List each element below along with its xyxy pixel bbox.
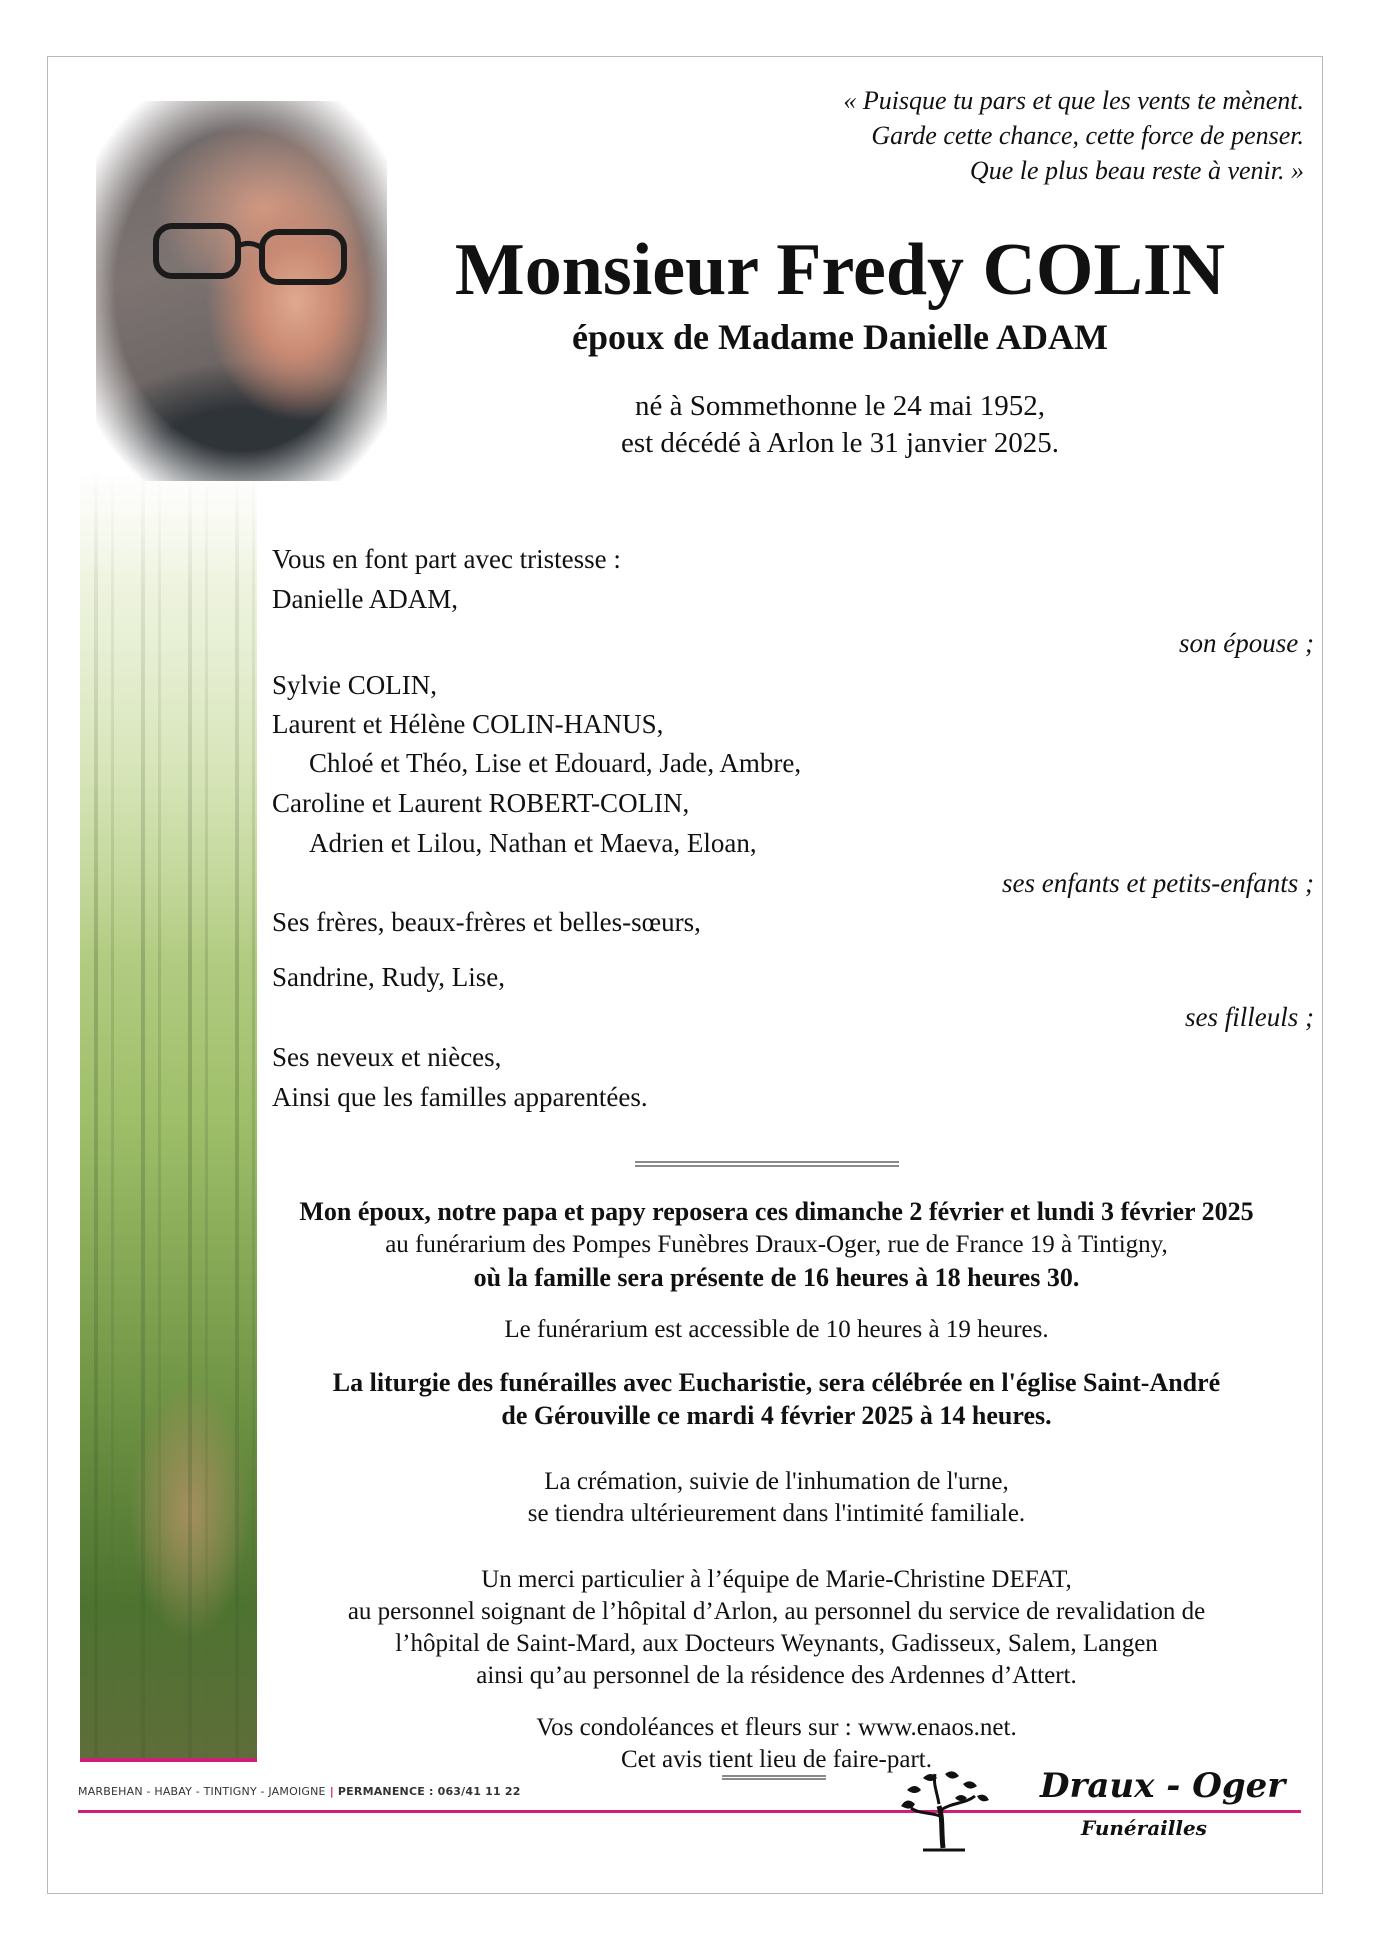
family-intro: Vous en font part avec tristesse :: [272, 544, 621, 574]
family-grandchildren: Adrien et Lilou, Nathan et Maeva, Eloan,: [309, 828, 757, 858]
liturgy-line: de Gérouville ce mardi 4 février 2025 à 14 heures.: [501, 1401, 1052, 1430]
forest-path-image: [80, 470, 257, 1760]
role-children: ses enfants et petits-enfants ;: [1002, 868, 1314, 898]
footer-separator: |: [329, 1785, 334, 1798]
family-child: Sylvie COLIN,: [272, 670, 437, 700]
family-siblings: Ses frères, beaux-frères et belles-sœurs,: [272, 907, 701, 937]
quote-line: Que le plus beau reste à venir. »: [969, 156, 1304, 185]
portrait-photo: [96, 101, 387, 481]
footer-contact: [78, 1785, 521, 1798]
family-grandchildren: Chloé et Théo, Lise et Edouard, Jade, Ambre,: [309, 748, 802, 778]
cremation-line: se tiendra ultérieurement dans l'intimité familiale.: [527, 1500, 1026, 1527]
cremation-line: La crémation, suivie de l'inhumation de l'urne,: [544, 1468, 1009, 1495]
tree-logo-icon: [893, 1768, 995, 1853]
family-godchildren: Sandrine, Rudy, Lise,: [272, 962, 505, 992]
portrait-glasses: [150, 218, 360, 288]
visitation-line: où la famille sera présente de 16 heures à 18 heures 30.: [473, 1263, 1080, 1292]
visitation-line: au funérarium des Pompes Funèbres Draux-Oger, rue de France 19 à Tintigny,: [385, 1231, 1168, 1258]
birth-info: né à Sommethonne le 24 mai 1952,: [635, 390, 1045, 422]
deceased-spouse: époux de Madame Danielle ADAM: [572, 317, 1108, 357]
family-spouse: Danielle ADAM,: [272, 584, 458, 614]
quote-line: Garde cette chance, cette force de penser.: [871, 121, 1304, 150]
funerarium-hours: Le funérarium est accessible de 10 heures à 19 heures.: [504, 1316, 1049, 1343]
family-child: Laurent et Hélène COLIN-HANUS,: [272, 709, 664, 739]
forest-accent-bar: [80, 1758, 257, 1762]
family-relatives: Ainsi que les familles apparentées.: [272, 1082, 648, 1112]
footer-permanence: PERMANENCE : 063/41 11 22: [337, 1785, 521, 1798]
family-nephews: Ses neveux et nièces,: [272, 1042, 502, 1072]
role-godchildren: ses filleuls ;: [1185, 1002, 1314, 1032]
thanks-line: l’hôpital de Saint-Mard, aux Docteurs Weynants, Gadisseux, Salem, Langen: [395, 1630, 1158, 1657]
section-divider: [635, 1161, 899, 1167]
brand-name: Draux - Oger: [1040, 1766, 1286, 1806]
death-info: est décédé à Arlon le 31 janvier 2025.: [620, 427, 1060, 459]
brand-subtitle: Funérailles: [1075, 1815, 1213, 1841]
thanks-line: Un merci particulier à l’équipe de Marie-Christine DEFAT,: [481, 1566, 1072, 1593]
visitation-line: Mon époux, notre papa et papy reposera ces dimanche 2 février et lundi 3 février 2025: [299, 1197, 1254, 1226]
family-child: Caroline et Laurent ROBERT-COLIN,: [272, 788, 690, 818]
role-spouse: son épouse ;: [1179, 628, 1314, 658]
footer-accent-line: [78, 1810, 1301, 1813]
footer-locations: MARBEHAN - HABAY - TINTIGNY - JAMOIGNE: [78, 1785, 326, 1798]
footer-divider: [722, 1775, 826, 1780]
thanks-line: ainsi qu’au personnel de la résidence des Ardennes d’Attert.: [476, 1662, 1077, 1689]
condolences-line: Vos condoléances et fleurs sur : www.enaos.net.: [536, 1714, 1017, 1741]
thanks-line: au personnel soignant de l’hôpital d’Arlon, au personnel du service de revalidation de: [347, 1598, 1206, 1625]
quote-line: « Puisque tu pars et que les vents te mènent.: [843, 86, 1304, 115]
deceased-name: Monsieur Fredy COLIN: [454, 229, 1226, 311]
notice-line: Cet avis tient lieu de faire-part.: [621, 1746, 932, 1773]
liturgy-line: La liturgie des funérailles avec Eucharistie, sera célébrée en l'église Saint-André: [332, 1368, 1221, 1397]
epigraph-quote: [604, 83, 1304, 188]
